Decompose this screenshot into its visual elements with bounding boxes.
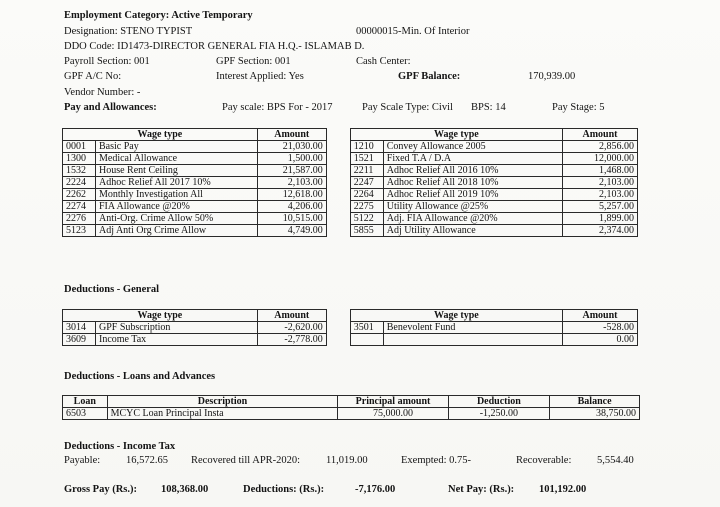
wage-name-right: Convey Allowance 2005	[383, 141, 562, 153]
gross-pay-label: Gross Pay (Rs.):	[64, 484, 138, 495]
wage-name-left: Medical Allowance	[96, 153, 258, 165]
wage-code-left: 2274	[63, 201, 96, 213]
amount-header-right: Amount	[563, 129, 638, 141]
wage-name-left: Adhoc Relief All 2017 10%	[96, 177, 258, 189]
amount-right: 2,103.00	[563, 189, 638, 201]
wage-code-left: 5123	[63, 225, 96, 237]
ddo-code: DDO Code: ID1473-DIRECTOR GENERAL FIA H.Q.- ISLAMAB D.	[64, 41, 365, 52]
net-pay-label: Net Pay: (Rs.):	[448, 484, 515, 495]
employment-category: Employment Category: Active Temporary	[64, 10, 253, 21]
deductions-total-label: Deductions: (Rs.):	[243, 484, 325, 495]
pay-stage: Pay Stage: 5	[552, 102, 605, 113]
wage-code-left: 2262	[63, 189, 96, 201]
wage-name-right: Adj. FIA Allowance @20%	[383, 213, 562, 225]
principal-amount: 75,000.00	[338, 408, 448, 420]
balance-amount: 38,750.00	[550, 408, 640, 420]
wage-code-left: 2224	[63, 177, 96, 189]
loans-header-row	[63, 396, 640, 408]
wage-name-left: Basic Pay	[96, 141, 258, 153]
wage-code-left: 1532	[63, 165, 96, 177]
wage-name-left: Adj Anti Org Crime Allow	[96, 225, 258, 237]
loan-number: 6503	[63, 408, 108, 420]
wage-code-right: 1521	[350, 153, 383, 165]
amount-right: 2,856.00	[563, 141, 638, 153]
amount-right: 0.00	[563, 334, 638, 346]
amount-right: 2,374.00	[563, 225, 638, 237]
wage-name-left: Anti-Org. Crime Allow 50%	[96, 213, 258, 225]
amount-left: -2,620.00	[257, 322, 326, 334]
table-row	[63, 334, 638, 346]
payable-value: 16,572.65	[126, 455, 168, 466]
pay-allowances-label: Pay and Allowances:	[64, 102, 157, 113]
table-row	[63, 177, 638, 189]
pay-scale: Pay scale: BPS For - 2017	[222, 102, 333, 113]
amount-right: 12,000.00	[563, 153, 638, 165]
gross-pay-value: 108,368.00	[161, 484, 209, 495]
wage-code-left: 3014	[63, 322, 96, 334]
amount-header-left: Amount	[257, 129, 326, 141]
wage-name-right: Adhoc Relief All 2019 10%	[383, 189, 562, 201]
gpf-balance-value: 170,939.00	[528, 71, 576, 82]
amount-left: 2,103.00	[257, 177, 326, 189]
amount-left: -2,778.00	[257, 334, 326, 346]
wage-name-right: Adhoc Relief All 2018 10%	[383, 177, 562, 189]
amount-left: 4,749.00	[257, 225, 326, 237]
table-row	[63, 141, 638, 153]
vendor-number: Vendor Number: -	[64, 87, 141, 98]
amount-right: 2,103.00	[563, 177, 638, 189]
designation: Designation: STENO TYPIST	[64, 26, 193, 37]
gpf-ac-number: GPF A/C No:	[64, 71, 122, 82]
table-row	[63, 153, 638, 165]
payroll-section: Payroll Section: 001	[64, 56, 150, 67]
wage-type-header-left: Wage type	[63, 129, 258, 141]
wage-name-left: GPF Subscription	[96, 322, 258, 334]
amount-right: -528.00	[563, 322, 638, 334]
net-pay-value: 101,192.00	[539, 484, 587, 495]
deductions-header-row	[63, 310, 638, 322]
wage-name-right: Utility Allowance @25%	[383, 201, 562, 213]
table-row	[63, 225, 638, 237]
wage-code-right: 2211	[350, 165, 383, 177]
wage-name-left: FIA Allowance @20%	[96, 201, 258, 213]
payable-label: Payable:	[64, 455, 101, 466]
interest-applied: Interest Applied: Yes	[216, 71, 304, 82]
table-row	[63, 322, 638, 334]
wage-name-right: Fixed T.A / D.A	[383, 153, 562, 165]
deductions-general-table	[62, 309, 638, 346]
wage-name-left: Income Tax	[96, 334, 258, 346]
recoverable-label: Recoverable:	[516, 455, 572, 466]
wage-name-right: Adhoc Relief All 2016 10%	[383, 165, 562, 177]
income-tax-title: Deductions - Income Tax	[64, 441, 176, 452]
wage-code-right: 1210	[350, 141, 383, 153]
wage-name-right	[383, 334, 562, 346]
recoverable-value: 5,554.40	[597, 455, 634, 466]
loan-description: MCYC Loan Principal Insta	[107, 408, 338, 420]
amount-header-left: Amount	[257, 310, 326, 322]
wage-code-right	[350, 334, 383, 346]
loan-header: Loan	[63, 396, 108, 408]
deduction-header: Deduction	[448, 396, 550, 408]
wage-code-left: 1300	[63, 153, 96, 165]
balance-header: Balance	[550, 396, 640, 408]
recovered-label: Recovered till APR-2020:	[191, 455, 301, 466]
amount-header-right: Amount	[563, 310, 638, 322]
amount-left: 1,500.00	[257, 153, 326, 165]
wage-name-right: Adj Utility Allowance	[383, 225, 562, 237]
deduction-amount: -1,250.00	[448, 408, 550, 420]
principal-header: Principal amount	[338, 396, 448, 408]
amount-right: 1,899.00	[563, 213, 638, 225]
amount-left: 10,515.00	[257, 213, 326, 225]
pay-scale-type: Pay Scale Type: Civil	[362, 102, 453, 113]
wage-code-left: 3609	[63, 334, 96, 346]
exempted: Exempted: 0.75-	[401, 455, 471, 466]
allowances-header-row	[63, 129, 638, 141]
wage-type-header-left: Wage type	[63, 310, 258, 322]
deductions-general-title: Deductions - General	[64, 284, 160, 295]
wage-code-left: 2276	[63, 213, 96, 225]
amount-left: 12,618.00	[257, 189, 326, 201]
wage-type-header-right: Wage type	[350, 129, 562, 141]
gpf-section: GPF Section: 001	[216, 56, 291, 67]
wage-type-header-right: Wage type	[350, 310, 562, 322]
amount-left: 21,030.00	[257, 141, 326, 153]
wage-code-right: 5122	[350, 213, 383, 225]
loans-table	[62, 395, 640, 420]
bps: BPS: 14	[471, 102, 506, 113]
deductions-total-value: -7,176.00	[355, 484, 396, 495]
wage-code-right: 3501	[350, 322, 383, 334]
ministry: 00000015-Min. Of Interior	[356, 26, 470, 37]
table-row	[63, 213, 638, 225]
table-row	[63, 165, 638, 177]
table-row	[63, 408, 640, 420]
description-header: Description	[107, 396, 338, 408]
wage-code-right: 2247	[350, 177, 383, 189]
recovered-value: 11,019.00	[326, 455, 368, 466]
wage-name-right: Benevolent Fund	[383, 322, 562, 334]
wage-code-right: 2264	[350, 189, 383, 201]
amount-left: 21,587.00	[257, 165, 326, 177]
allowances-table	[62, 128, 638, 237]
amount-right: 1,468.00	[563, 165, 638, 177]
wage-code-right: 5855	[350, 225, 383, 237]
wage-code-left: 0001	[63, 141, 96, 153]
amount-left: 4,206.00	[257, 201, 326, 213]
loans-title: Deductions - Loans and Advances	[64, 371, 216, 382]
cash-center: Cash Center:	[356, 56, 411, 67]
table-row	[63, 201, 638, 213]
wage-name-left: Monthly Investigation All	[96, 189, 258, 201]
amount-right: 5,257.00	[563, 201, 638, 213]
gpf-balance-label: GPF Balance:	[398, 71, 461, 82]
wage-code-right: 2275	[350, 201, 383, 213]
wage-name-left: House Rent Ceiling	[96, 165, 258, 177]
table-row	[63, 189, 638, 201]
